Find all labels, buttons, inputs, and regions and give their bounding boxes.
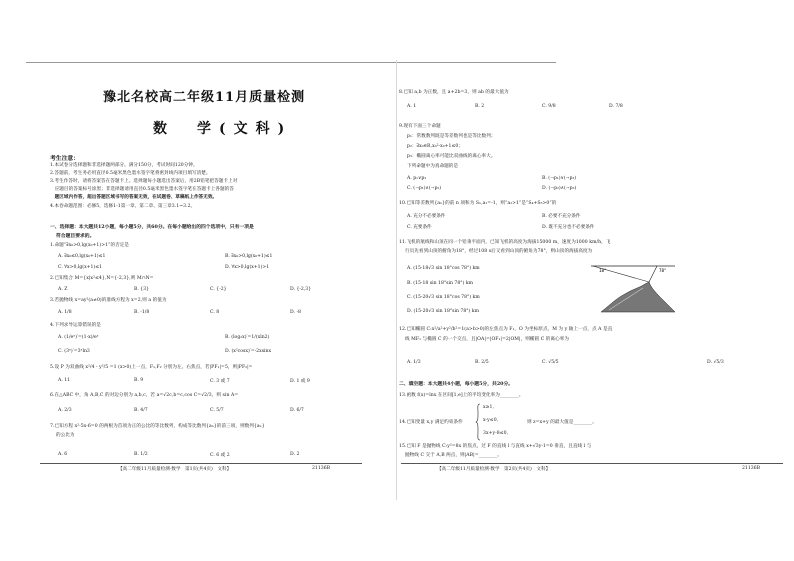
q14-constraint-1: x≥1, — [483, 405, 495, 410]
q2-stem: 2.已知集合 M={x|x²≤4},N={-2,3},则 M∩N= — [50, 276, 154, 281]
angle-label-78: 78° — [659, 268, 667, 273]
sight-line-78 — [649, 266, 657, 282]
q12-stem-cont: 线 MF₁ 与椭圆 C 的一个交点，且|OA|=|OF₁|=2|OM|，则椭圆 C 的离心率为 — [405, 337, 570, 342]
q11-option-d: D. (15-20√3 sin 18°sin 78°) km — [407, 309, 479, 314]
q6-option-c: C. 5/7 — [210, 408, 224, 413]
q11-mountain-figure — [587, 258, 679, 314]
notice-line-5: 题区域内作答，超出答题区域书写的答案无效，在试题卷、草稿纸上作答无效。 — [50, 195, 218, 200]
q1-option-c: C. ∀x>0,lg(x+1)≤1 — [58, 265, 102, 270]
q5-option-a: A. 11 — [58, 378, 71, 383]
q15-stem: 15.已知 F 是抛物线 C:y²=8x 的焦点，过 F 的直线 l 与直线 x+√3y-1=0 垂直，且直线 l 与 — [399, 444, 592, 449]
section1-heading-cont: 符合题目要求的。 — [56, 233, 95, 239]
q14-brace — [475, 403, 481, 441]
q3-option-d: D. -8 — [290, 310, 301, 315]
notice-line-3: 3.考生作答时，请将答案答在答题卡上。选择题每小题选出答案后，用2B铅笔把答题卡上对 — [50, 179, 238, 184]
right-page — [397, 0, 794, 561]
q9-option-b: B. (¬p₁)∨(¬p₃) — [542, 176, 577, 181]
q7-option-c: C. 6 或 2 — [210, 453, 230, 458]
q12-option-b: B. 2/5 — [475, 360, 489, 365]
q10-stem: 10.已知等差数列{aₙ}的前 n 项和为 Sₙ,a₁=-1，则“a₂>1”是“S₄+S₅>0”的 — [399, 201, 557, 206]
q8-option-a: A. 1 — [407, 104, 417, 109]
q9-option-a: A. p₁∨p₂ — [407, 176, 427, 181]
q7-option-d: D. 2 — [290, 452, 300, 457]
q4-option-a: A. (1/eˣ)′=(1-x)/eˣ — [58, 335, 99, 340]
q1-option-d: D. ∀x>0,lg(x+1)>1 — [225, 265, 270, 270]
q7-stem-cont: 的公比为 — [56, 433, 75, 438]
q9-option-d: D. (¬p₂)∧(¬p₃) — [542, 186, 577, 191]
q11-option-c: C. (15-20√3 sin 18°cos 78°) km — [407, 295, 480, 300]
q7-option-b: B. 1/2 — [134, 452, 148, 457]
q14-stem: 14.已知变量 x,y 满足约束条件 — [399, 420, 463, 425]
q14-ask: 则 z=x+y 的最大值是________。 — [527, 420, 597, 425]
q9-proposition-2: p₂：∃x₀∈R,x₀²-x₀+1≤0； — [407, 144, 464, 149]
q9-stem: 9.现有下面三个命题 — [399, 124, 441, 129]
q3-stem: 3.若抛物线 x=ay²(a≠0)的准线方程为 x=2,则 a 的值为 — [50, 298, 167, 303]
footer-rule-left — [40, 463, 362, 464]
q1-stem: 1.命题“∃x₀>0,lg(x₀+1)>1”的否定是 — [50, 243, 130, 248]
q5-option-c: C. 3 或 7 — [210, 379, 230, 384]
q3-option-a: A. 1/8 — [58, 310, 72, 315]
q11-option-a: A. (15-18√3 sin 18°cos 78°) km — [407, 266, 480, 271]
section2-heading: 二、填空题：本大题共4小题，每小题5分，共20分。 — [399, 381, 514, 387]
q12-option-d: D. √5/3 — [707, 360, 724, 365]
notice-line-6: 4.本卷命题范围：必修5，选修1-1第一章、第二章、第三章3.1~3.2。 — [50, 204, 196, 209]
q8-option-c: C. 9/8 — [542, 104, 556, 109]
q8-option-d: D. 7/8 — [609, 104, 623, 109]
q6-stem: 6.在△ABC 中，角 A,B,C 的对边分别为 a,b,c，若 a=√2c,b=c,cos C=√2/3，则 sin A= — [50, 393, 239, 398]
q12-stem: 12.已知椭圆 C:x²/a²+y²/b²=1(a>b>0)的左焦点为 F₁，O 为坐标原点，M 为 y 轴上一点，点 A 是直 — [399, 327, 613, 332]
q15-stem-cont: 抛物线 C 交于 A,B 两点，则|AB|=________。 — [405, 453, 503, 458]
q6-option-b: B. 4/7 — [134, 408, 148, 413]
footer-left: 【高二年级11月质量检测·数学 第1页(共4页) 文科】 — [118, 467, 232, 472]
q2-option-a: A. Z — [58, 287, 68, 292]
q3-option-b: B. -1/8 — [134, 310, 150, 315]
q12-option-c: C. √5/5 — [542, 360, 559, 365]
q4-stem: 4.下列求导运算错误的是 — [50, 323, 101, 328]
footer-code-left: 21136B — [312, 466, 330, 471]
q7-option-a: A. 6 — [58, 452, 68, 457]
q10-option-d: D. 既不充分也不必要条件 — [542, 225, 595, 230]
q9-proposition-1: p₁：常数数列既是等差数列也是等比数列； — [407, 134, 496, 139]
q7-stem: 7.已知方程 x²-5x-6=0 的两根为首项为正的公比的等比数列，构成等比数列{aₙ}的前三项，则数列{aₙ} — [50, 424, 265, 429]
q9-option-c: C. (¬p₁)∧(¬p₂) — [407, 186, 442, 191]
q3-option-c: C. 8 — [210, 310, 220, 315]
q2-option-d: D. {-2,3} — [290, 287, 312, 292]
q5-option-b: B. 9 — [134, 378, 144, 383]
q2-option-b: B. {3} — [134, 287, 150, 292]
q10-option-a: A. 充分不必要条件 — [407, 214, 446, 219]
notice-line-2: 2.答题前，考生务必用直径0.5毫米黑色墨水签字笔将密封线内项目填写清楚。 — [50, 171, 211, 176]
q8-stem: 8.已知 a,b 为正数，且 a+2b=3，则 ab 的最大值为 — [399, 90, 509, 95]
q12-option-a: A. 1/3 — [407, 360, 421, 365]
notice-line-1: 1.本试卷分选择题和非选择题两部分。满分150分，考试时间120分钟。 — [50, 163, 198, 168]
q1-option-b: B. ∃x₀>0,lg(x₀+1)≤1 — [225, 254, 273, 259]
exam-title: 豫北名校高二年级11月质量检测 — [103, 90, 306, 105]
q5-option-d: D. 1 或 9 — [290, 379, 310, 384]
q9-ask: 下列命题中为真命题的是 — [407, 164, 459, 169]
q6-option-a: A. 2/3 — [58, 408, 72, 413]
footer-rule-right — [401, 463, 783, 464]
q4-option-b: B. (log₂x)′=1/(xln2) — [225, 335, 270, 340]
q8-option-b: B. 2 — [475, 104, 485, 109]
q6-option-d: D. 6/7 — [290, 408, 304, 413]
notice-heading: 考生注意： — [50, 156, 79, 162]
notice-line-4: 应题目的答案标号涂黑；非选择题请用直径0.5毫米黑色墨水签字笔在答题卡上各题的答 — [50, 187, 234, 192]
q14-constraint-2: x-y≤0, — [483, 418, 499, 423]
q1-option-a: A. ∃x₀≤0,lg(x₀+1)≤1 — [58, 254, 106, 259]
q9-proposition-3: p₃：椭圆离心率可能比双曲线的离心率大。 — [407, 154, 496, 159]
q4-option-d: D. (x²cosx)′=-2xsinx — [225, 349, 272, 354]
q5-stem: 5.设 P 为双曲线 x²/4 - y²/5 =1 (x>0)上一点，F₁,F₂ 分别为左、右焦点，若|PF₁|=5，则|PF₂|= — [50, 365, 253, 370]
mountain-shape — [601, 282, 675, 312]
q2-option-c: C. {-2} — [210, 287, 227, 292]
exam-subject: 数 学(文科) — [153, 121, 293, 137]
q13-stem: 13.函数 f(x)=lnx 在区间[1,e]上的平均变化率为________。 — [399, 393, 524, 398]
q11-stem-cont: 行员先看到山顶的俯角为18°，经过108 s后又看到山顶的俯角为78°，则山顶的海拔高度为 — [405, 249, 593, 254]
q10-option-b: B. 必要不充分条件 — [542, 214, 581, 219]
q14-constraint-3: 3x+y-8≤0, — [483, 431, 509, 436]
q11-stem: 11.飞机的航线和山顶在同一个铅垂平面内，已知飞机的高度为海拔15000 m，速度为1000 km/h，飞 — [399, 240, 611, 245]
footer-right: 【高二年级11月质量检测·数学 第2页(共4页) 文科】 — [437, 467, 551, 472]
q11-option-b: B. (15-18 sin 18°sin 78°) km — [407, 281, 473, 286]
footer-code-right: 21136B — [742, 466, 760, 471]
q10-option-c: C. 充要条件 — [407, 225, 432, 230]
section1-heading: 一、选择题：本大题共12小题，每小题5分，共60分。在每小题给出的四个选项中，只有一项是 — [50, 224, 254, 230]
q4-option-c: C. (3ˣ)′=3ˣln3 — [58, 349, 90, 354]
angle-label-18: 18° — [599, 268, 607, 273]
